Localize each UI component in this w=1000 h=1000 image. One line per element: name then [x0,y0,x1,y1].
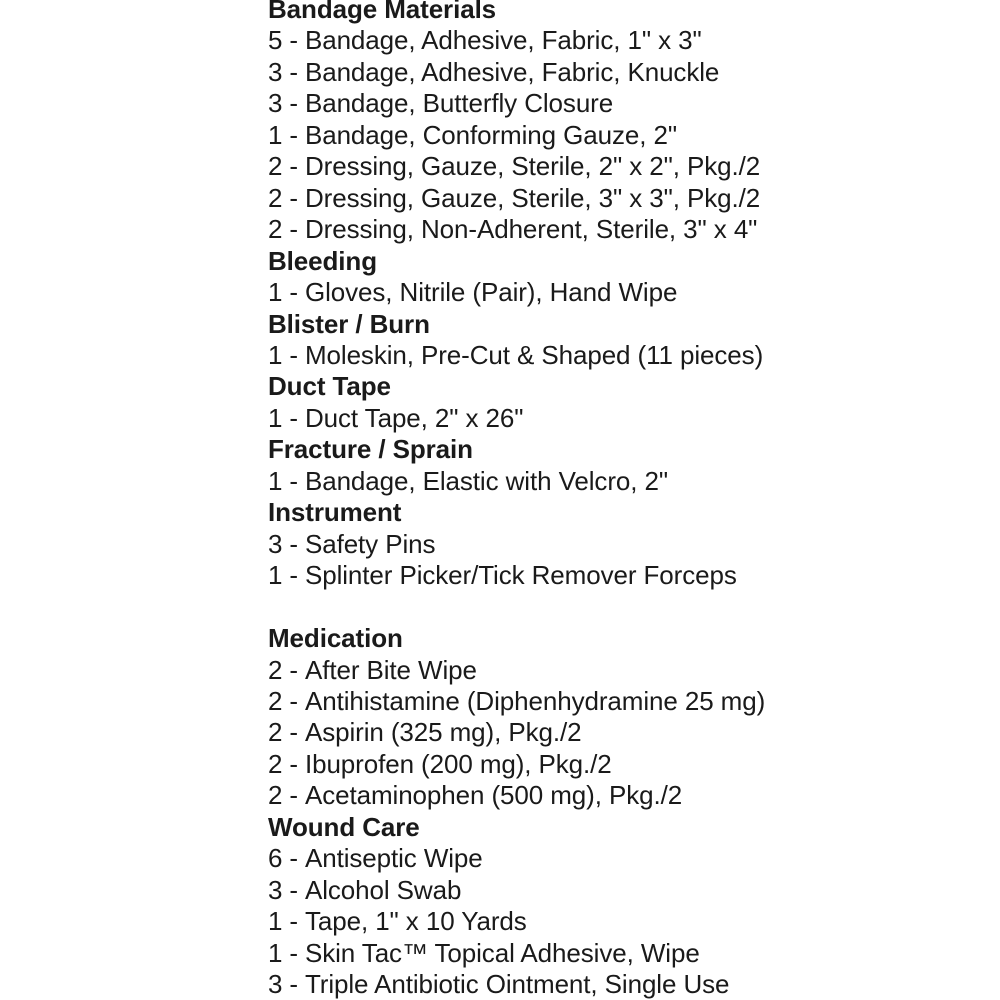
item-qty: 3 [268,88,283,119]
item-qty: 2 [268,780,283,811]
item-separator: - [289,277,298,308]
item-separator: - [289,214,298,245]
item-qty: 6 [268,843,283,874]
item-name: Dressing, Gauze, Sterile, 3" x 3", Pkg./2 [304,182,761,213]
item-qty: 3 [268,56,283,87]
section-fracture-sprain [268,434,968,497]
list-item [268,183,968,214]
section-bandage-materials [268,0,968,246]
item-qty: 1 [268,339,283,370]
first-aid-kit-contents-list [268,0,968,1000]
list-item [268,277,968,308]
item-name: Ibuprofen (200 mg), Pkg./2 [304,748,612,779]
item-separator: - [289,182,298,213]
item-name: Tape, 1" x 10 Yards [304,906,527,937]
item-separator: - [289,937,298,968]
list-item [268,466,968,497]
item-name: Aspirin (325 mg), Pkg./2 [304,717,582,748]
list-item [268,560,968,591]
list-item [268,875,968,906]
item-separator: - [289,906,298,937]
item-separator: - [289,685,298,716]
section-wound-care [268,812,968,1000]
list-item [268,214,968,245]
item-qty: 2 [268,182,283,213]
list-item [268,529,968,560]
item-separator: - [289,874,298,905]
item-qty: 1 [268,560,283,591]
item-qty: 1 [268,937,283,968]
section-medication [268,623,968,812]
item-name: After Bite Wipe [304,654,477,685]
item-separator: - [289,654,298,685]
list-item [268,843,968,874]
item-separator: - [289,748,298,779]
item-qty: 2 [268,654,283,685]
item-separator: - [289,151,298,182]
item-separator: - [289,465,298,496]
list-item [268,749,968,780]
item-name: Splinter Picker/Tick Remover Forceps [304,560,737,591]
section-duct-tape [268,371,968,434]
item-qty: 2 [268,685,283,716]
item-name: Alcohol Swab [304,874,462,905]
list-item [268,655,968,686]
item-name: Dressing, Gauze, Sterile, 2" x 2", Pkg./2 [304,151,761,182]
item-qty: 1 [268,402,283,433]
list-item [268,25,968,56]
list-item [268,88,968,119]
section-heading: Duct Tape [268,371,391,402]
item-qty: 1 [268,277,283,308]
list-item [268,686,968,717]
list-item [268,717,968,748]
item-separator: - [289,528,298,559]
item-qty: 5 [268,25,283,56]
section-heading: Blister / Burn [268,308,430,339]
item-name: Skin Tac™ Topical Adhesive, Wipe [304,937,700,968]
item-qty: 2 [268,748,283,779]
section-instrument [268,497,968,591]
list-item [268,403,968,434]
item-name: Gloves, Nitrile (Pair), Hand Wipe [304,277,678,308]
section-heading: Medication [268,623,403,654]
list-item [268,57,968,88]
item-qty: 1 [268,906,283,937]
item-separator: - [289,56,298,87]
item-name: Bandage, Adhesive, Fabric, 1" x 3" [304,25,702,56]
item-qty: 1 [268,465,283,496]
item-qty: 2 [268,151,283,182]
section-bleeding [268,246,968,309]
item-name: Moleskin, Pre-Cut & Shaped (11 pieces) [304,339,764,370]
item-qty: 3 [268,874,283,905]
item-name: Antiseptic Wipe [304,843,483,874]
item-name: Duct Tape, 2" x 26" [304,402,524,433]
list-item [268,969,968,1000]
item-separator: - [289,119,298,150]
section-heading: Wound Care [268,811,420,842]
item-separator: - [289,780,298,811]
item-name: Bandage, Elastic with Velcro, 2" [304,465,668,496]
list-item [268,906,968,937]
item-name: Antihistamine (Diphenhydramine 25 mg) [304,685,766,716]
item-name: Bandage, Butterfly Closure [304,88,614,119]
section-heading: Fracture / Sprain [268,434,473,465]
item-separator: - [289,25,298,56]
list-item [268,120,968,151]
item-qty: 2 [268,214,283,245]
item-name: Dressing, Non-Adherent, Sterile, 3" x 4" [304,214,758,245]
list-item [268,151,968,182]
list-item [268,938,968,969]
list-item [268,340,968,371]
item-qty: 1 [268,119,283,150]
item-qty: 3 [268,528,283,559]
section-spacer [268,592,968,623]
section-heading: Bleeding [268,245,377,276]
item-name: Triple Antibiotic Ointment, Single Use [304,969,730,1000]
item-name: Bandage, Adhesive, Fabric, Knuckle [304,56,720,87]
item-name: Acetaminophen (500 mg), Pkg./2 [304,780,683,811]
item-separator: - [289,969,298,1000]
item-name: Bandage, Conforming Gauze, 2" [304,119,677,150]
item-separator: - [289,843,298,874]
item-name: Safety Pins [304,528,436,559]
item-separator: - [289,88,298,119]
item-qty: 3 [268,969,283,1000]
item-separator: - [289,560,298,591]
section-heading: Bandage Materials [268,0,497,24]
list-item [268,780,968,811]
item-separator: - [289,717,298,748]
item-separator: - [289,402,298,433]
item-qty: 2 [268,717,283,748]
section-heading: Instrument [268,497,402,528]
section-blister-burn [268,309,968,372]
item-separator: - [289,339,298,370]
